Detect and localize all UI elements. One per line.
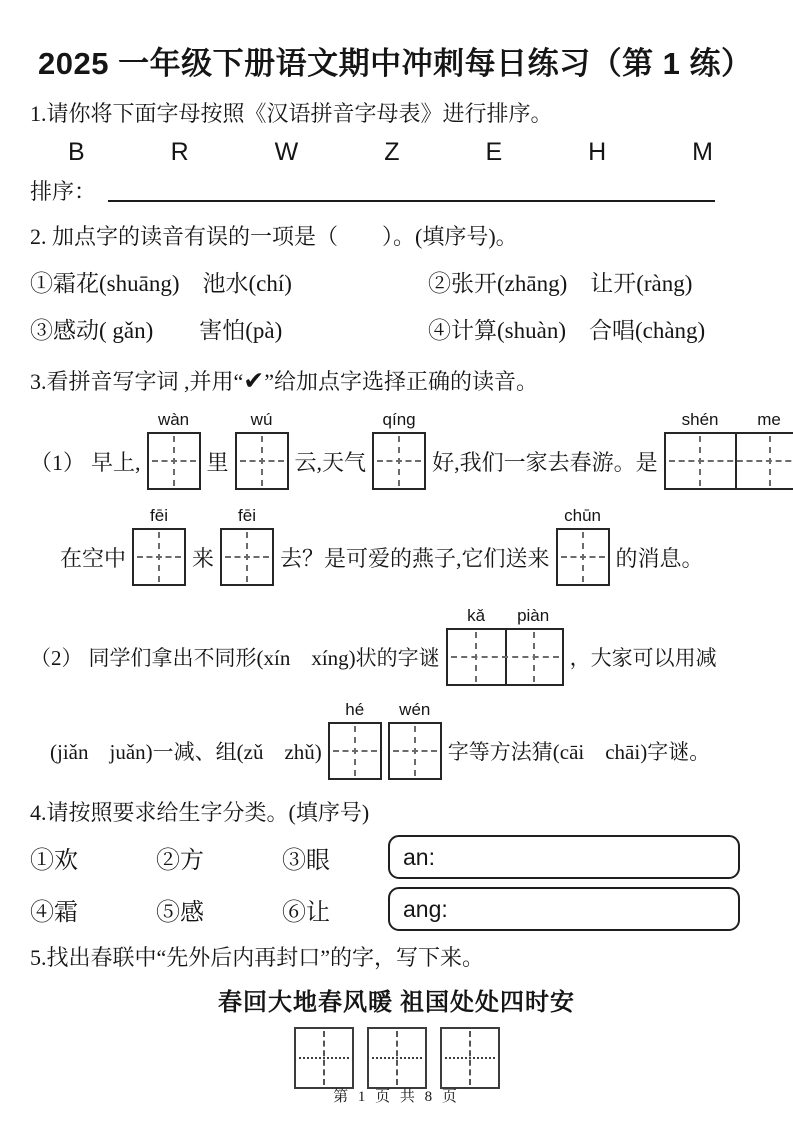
pinyin-label: fēi [238,506,257,525]
pinyin-label: kǎ [467,606,486,625]
q4-ang-answer-box [388,887,740,931]
q5-couplet: 春回大地春风暖 祖国处处四时安 [218,990,575,1016]
box-guide-horizontal [225,556,269,558]
q1-answer-blank-line [108,180,715,202]
q4-row-1 [30,835,763,879]
pinyin-label: wàn [157,410,190,429]
box-guide-horizontal [377,460,421,462]
q2-option-4: ④计算(shuàn) 合唱(chàng) [428,318,706,343]
q4-char-item: ②方 [156,847,204,874]
q2-option-3: ③感动( gǎn) 害怕(pà) [30,318,283,343]
pinyin-label: chūn [564,506,601,525]
q3-part2-line1 [30,606,763,686]
fill-text: 好,我们一家去春游。是 [432,449,658,475]
hanzi-writing-box [235,410,289,490]
q4-char-item: ③眼 [282,847,330,874]
q3-prompt-prefix: 3.看拼音写字词 ,并用“ [30,369,244,394]
hanzi-writing-box [294,1027,354,1089]
q5-writing-boxes [30,1027,763,1089]
q4-ang-label: ang: [403,895,448,922]
letter-item: B [68,138,85,166]
q3-part2-line2 [50,700,763,780]
box-guide-horizontal [137,556,181,558]
hanzi-writing-box [147,410,201,490]
box-guide-horizontal [372,1057,422,1059]
pinyin-label: fēi [150,506,168,525]
hanzi-writing-box [388,700,442,780]
box-guide-horizontal [561,556,605,558]
box-guide-horizontal [299,1057,349,1059]
q4-prompt: 4.请按照要求给生字分类。(填序号) [30,800,370,825]
q2-option-2: ②张开(zhāng) 让开(ràng) [428,271,693,296]
hanzi-writing-box [556,506,610,586]
fill-text: ，大家可以用减 [569,646,717,670]
pinyin-label: qíng [382,410,416,429]
q3-part2-label: （2） [30,646,83,670]
pinyin-label: me [757,410,781,429]
q3-part1-label: （1） [30,449,86,475]
fill-text: 早上, [91,449,141,475]
q1-answer-label: 排序： [30,179,97,204]
pinyin-label: piàn [517,606,550,625]
hanzi-writing-box [440,1027,500,1089]
q1-prompt: 1.请你将下面字母按照《汉语拼音字母表》进行排序。 [30,101,553,126]
box-guide-horizontal [152,460,196,462]
box-guide-horizontal [451,656,559,658]
q4-char-item: ④霜 [30,899,78,926]
fill-text: 在空中 [60,545,127,571]
q1-answer-row [30,175,763,206]
hanzi-writing-box [367,1027,427,1089]
fill-text: (jiǎn juǎn)一减、组(zǔ zhǔ) [50,740,322,764]
q3-part1-line1 [30,410,781,490]
hanzi-writing-box [372,410,426,490]
pinyin-label: shén [681,410,719,429]
fill-text: 来 [192,545,215,571]
q4-char-item: ⑥让 [282,899,330,926]
q4-an-answer-box [388,835,740,879]
box-guide-horizontal [333,750,377,752]
q2-prompt: 2. 加点字的读音有误的一项是（ ）。(填序号)。 [30,224,518,249]
q4-an-label: an: [403,843,435,870]
hanzi-writing-box-double [664,410,793,490]
q3-part1-line2 [60,506,763,586]
q2-options-row [30,312,763,345]
box-guide-horizontal [669,460,793,462]
checkmark-icon: ✔ [243,366,265,395]
pinyin-label-pair [666,410,793,430]
letter-item: Z [384,138,400,166]
q4-char-list [30,840,330,875]
pinyin-label-pair [448,606,562,626]
q3-prompt-suffix: ”给加点字选择正确的读音。 [264,369,538,394]
pinyin-label: wú [250,410,273,429]
box-guide-horizontal [393,750,437,752]
page-title: 2025 一年级下册语文期中冲刺每日练习（第 1 练） [38,46,753,81]
letter-item: H [588,138,607,166]
q4-char-item: ①欢 [30,847,78,874]
letter-item: M [692,138,713,166]
pinyin-label: wén [399,700,431,719]
q4-row-2 [30,887,763,931]
q2-option-1: ①霜花(shuāng) 池水(chí) [30,271,292,296]
q4-char-item: ⑤感 [156,899,204,926]
fill-text: 云,天气 [294,449,367,475]
fill-text: 的消息。 [615,545,704,571]
q5-prompt: 5.找出春联中“先外后内再封口”的字，写下来。 [30,945,485,970]
box-guide-horizontal [445,1057,495,1059]
page-number-footer: 第 1 页 共 8 页 [333,1089,460,1105]
pinyin-label: hé [345,700,365,719]
box-guide-horizontal [240,460,284,462]
fill-text: 同学们拿出不同形(xín xíng)状的字谜 [88,646,440,670]
fill-text: 字等方法猜(cāi chāi)字谜。 [447,740,711,764]
letter-item: W [274,138,299,166]
q1-letters-row [30,138,763,167]
q2-options-row [30,265,763,298]
hanzi-writing-box-double [446,606,564,686]
fill-text: 里 [206,449,229,475]
fill-text: 去？是可爱的燕子,它们送来 [280,545,550,571]
hanzi-writing-box [328,700,382,780]
q4-char-list [30,892,330,927]
q3-prompt [30,365,763,396]
letter-item: R [170,138,189,166]
hanzi-writing-box [220,506,274,586]
hanzi-writing-box [132,506,186,586]
letter-item: E [485,138,503,166]
